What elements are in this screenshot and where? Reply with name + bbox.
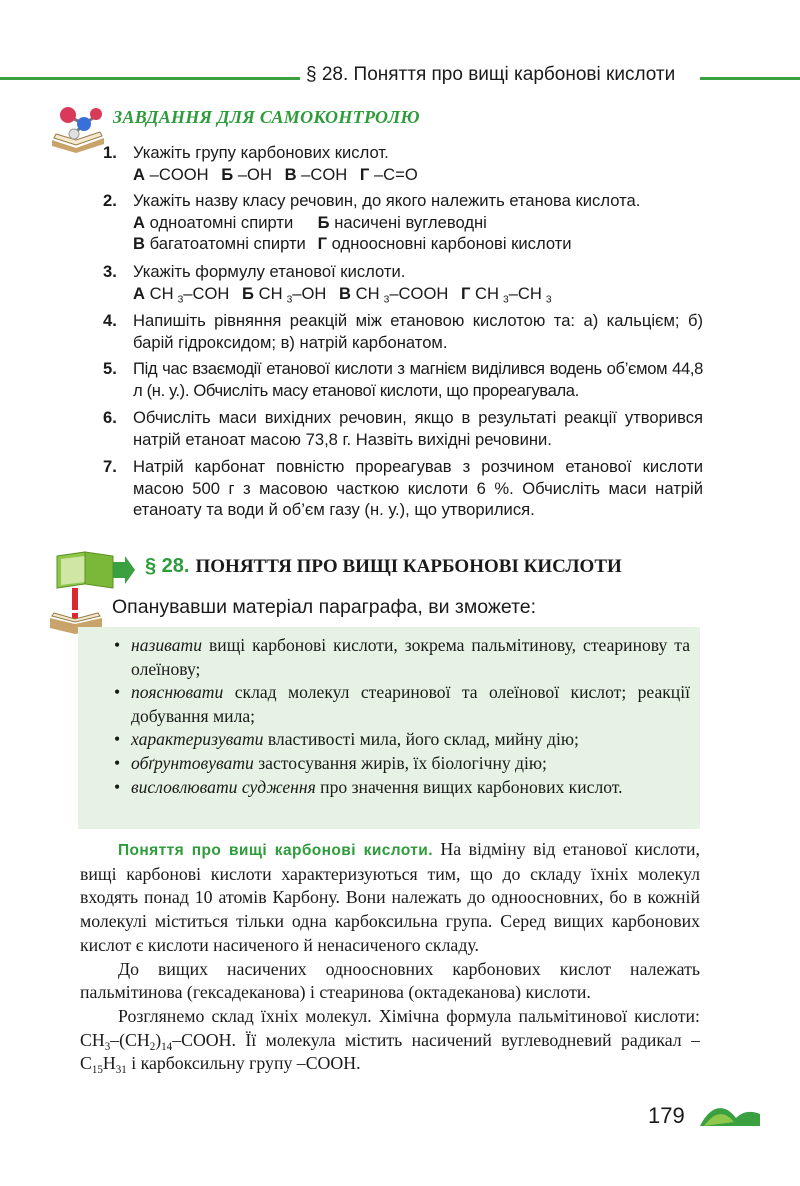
task-2 xyxy=(103,190,703,255)
option-d: Г –C=O xyxy=(359,164,418,184)
option-c: В –COH xyxy=(284,164,348,184)
task-number: 4. xyxy=(103,311,117,330)
option-b: Б CH $_3$–OH xyxy=(242,283,327,306)
task-text: Обчисліть маси вихідних речовин, якщо в результаті реакції утворився натрій етаноат масою 73,8 г. Назвіть вихідні речовини. xyxy=(133,408,703,449)
task-number: 7. xyxy=(103,457,117,476)
option-a: А одноатомні спирти xyxy=(133,212,294,232)
task-5 xyxy=(103,358,703,401)
option-d: Г CH $_3$–CH $_3$ xyxy=(460,283,552,306)
task-text: Напишіть рівняння реакцій між етановою кислотою та: а) кальцієм; б) барій гідроксидом; в) натрій карбонатом. xyxy=(133,311,703,352)
section-heading xyxy=(145,555,622,578)
option-a: А CH $_3$–COH xyxy=(133,283,230,306)
task-text: Укажіть формулу етанової кислоти. xyxy=(133,262,406,281)
task-7 xyxy=(103,456,703,521)
task-number: 1. xyxy=(103,143,117,162)
body-text xyxy=(80,838,700,1076)
goals-list xyxy=(112,634,690,799)
goal-item: • називати вищі карбонові кислоти, зокрема пальмітинову, стеаринову та олеїнову; xyxy=(112,634,690,681)
page-number: 179 xyxy=(648,1103,685,1128)
self-control-title: ЗАВДАННЯ ДЛЯ САМОКОНТРОЛЮ xyxy=(113,107,420,127)
paragraph-2: До вищих насичених одноосновних карбонових кислот належать пальмітинова (гексадеканова) і стеаринова (октадеканова) кислоти. xyxy=(80,958,700,1003)
task-text: Укажіть назву класу речовин, до якого належить етанова кислота. xyxy=(133,191,641,210)
lead-heading: Поняття про вищі карбонові кислоти. xyxy=(118,842,433,859)
goal-item: • обґрунтовувати застосування жирів, їх біологічну дію; xyxy=(112,752,690,776)
option-b: Б –OH xyxy=(221,164,272,184)
task-1 xyxy=(103,142,703,185)
section-title: ПОНЯТТЯ ПРО ВИЩІ КАРБОНОВІ КИСЛОТИ xyxy=(195,556,622,577)
header-rule-right xyxy=(700,77,800,80)
task-text: Натрій карбонат повністю прореагував з розчином етанової кислоти масою 500 г з масовою часткою кислоти 6 %. Обчисліть маси натрій етаноату та води й об’єм газу (н. у.), що утворилися. xyxy=(133,457,703,519)
task-4 xyxy=(103,310,703,353)
goals-intro: Опанувавши матеріал параграфа, ви зможете: xyxy=(112,596,537,618)
task-text: Під час взаємодії етанової кислоти з магнієм виділився водень об’ємом 44,8 л (н. у.). Обчисліть масу етанової кислоти, що прореагувала. xyxy=(133,359,703,400)
paragraph-3: Розглянемо склад їхніх молекул. Хімічна формула пальмітинової кислоти: $CH_3-(CH_2)_{14}$–COOH. Її молекула містить насичений вуглеводневий радикал $-C_{15}H_{31}$ і карбоксильну групу –COOH. xyxy=(80,1005,700,1077)
task-3 xyxy=(103,261,703,304)
header-rule-left xyxy=(0,77,300,80)
section-number: § 28. xyxy=(145,555,190,577)
option-d: Г одноосновні карбонові кислоти xyxy=(317,234,572,253)
option-a: А –COOH xyxy=(133,164,209,184)
task-number: 2. xyxy=(103,191,117,210)
task-number: 6. xyxy=(103,408,117,427)
leaf-swoosh-icon xyxy=(700,1100,760,1128)
option-c: В CH $_3$–COOH xyxy=(339,283,449,306)
task-text: Укажіть групу карбонових кислот. xyxy=(133,143,389,162)
paragraph-1: Поняття про вищі карбонові кислоти. На відміну від етанової кислоти, вищі карбонові кислоти характеризуються тим, що до складу їхніх молекул входять понад 10 атомів Карбону. Вони належать до одноосновних, бо в кожній молекулі міститься тільки одна карбоксильна група. Серед вищих карбонових кислот є кислоти насиченого й ненасиченого складу. xyxy=(80,839,700,955)
molecule-book-icon xyxy=(48,102,108,154)
option-b: Б насичені вуглеводні xyxy=(317,212,487,232)
option-c: В багатоатомні спирти xyxy=(133,234,306,253)
goal-item: • характеризувати властивості мила, його склад, мийну дію; xyxy=(112,728,690,752)
task-6 xyxy=(103,407,703,450)
task-number: 3. xyxy=(103,262,117,281)
task-number: 5. xyxy=(103,359,117,378)
goal-item: • висловлювати судження про значення вищих карбонових кислот. xyxy=(112,776,690,800)
book-arrow-icon xyxy=(55,550,135,590)
running-title: § 28. Поняття про вищі карбонові кислоти xyxy=(306,64,676,85)
goal-item: • пояснювати склад молекул стеаринової та олеїнової кислот; реакції добування мила; xyxy=(112,681,690,728)
